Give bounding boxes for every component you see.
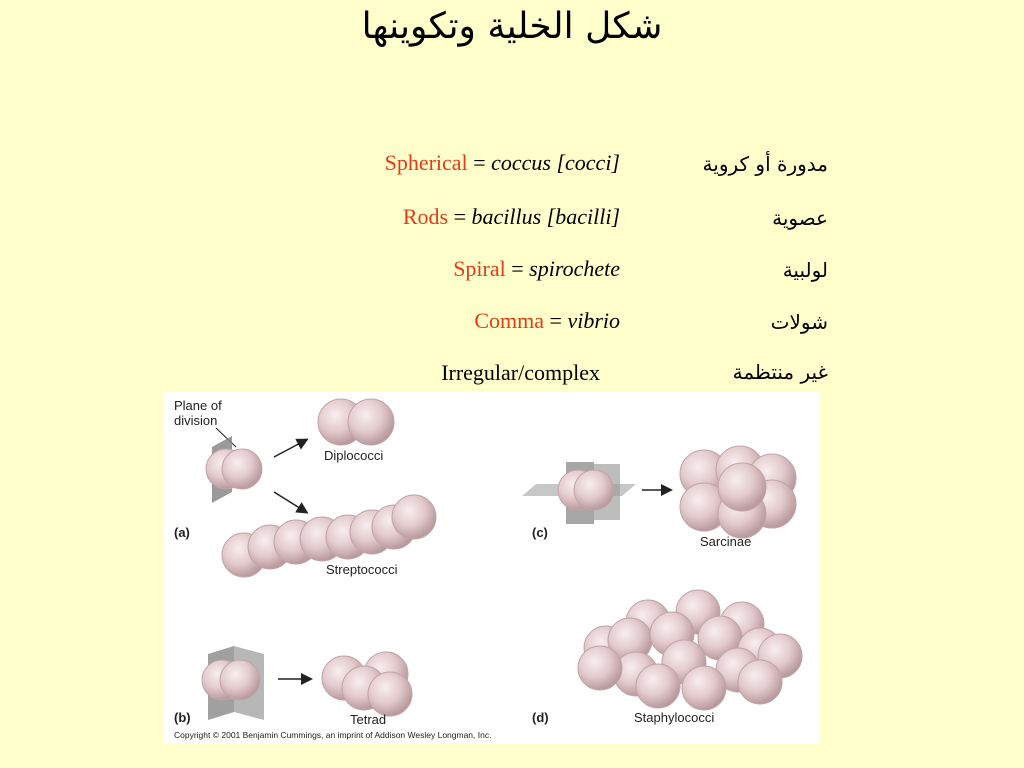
cell [348,399,394,445]
equals-sign: = [448,204,472,229]
panel-d-label: (d) [532,710,549,725]
row-spiral [453,256,620,282]
label-diplococci: Diplococci [324,448,384,463]
staphylococci-cluster [578,590,802,710]
copyright-notice: Copyright © 2001 Benjamin Cummings, an imprint of Addison Wesley Longman, Inc. [174,730,492,740]
label-tetrad: Tetrad [350,712,387,727]
arabic-rods: عصوية [772,206,828,230]
latin-bacillus: bacillus [bacilli] [471,204,620,229]
panel-c-label: (c) [532,525,548,540]
arabic-irregular: غير منتظمة [732,360,828,384]
cell-arrangement-figure [164,392,820,744]
arrow-to-streptococci [274,492,306,512]
arabic-spherical: مدورة أو كروية [702,152,828,176]
arrangement-diagram [164,392,820,744]
term-spherical: Spherical [384,150,468,175]
equals-sign: = [544,308,568,333]
row-spherical [385,150,620,176]
equals-sign: = [467,150,492,175]
row-irregular [441,360,600,386]
label-sarcinae: Sarcinae [700,534,752,549]
plain-irregular: Irregular/complex [441,360,600,385]
sarcinae-cluster [680,446,796,538]
panel-b-label: (b) [174,710,191,725]
label-streptococci: Streptococci [326,562,398,577]
slide-title: شكل الخلية وتكوينها [361,6,663,47]
arrow-to-diplococci [274,440,306,457]
cell [574,470,614,510]
latin-coccus: coccus [cocci] [491,150,620,175]
term-comma: Comma [474,308,545,333]
term-spiral: Spiral [453,256,506,281]
plane-label-line2: division [174,413,218,428]
label-staphylococci: Staphylococci [634,710,715,725]
tetrad-cluster [322,652,412,716]
arabic-spiral: لولبية [782,258,828,282]
term-rods: Rods [402,204,449,229]
plane-label-line1: Plane of [174,398,222,413]
cell [220,660,260,700]
equals-sign: = [505,256,530,281]
row-comma [474,308,620,334]
cell [222,449,262,489]
panel-a-label: (a) [174,525,190,540]
latin-vibrio: vibrio [567,308,620,333]
latin-spirochete: spirochete [529,256,620,281]
row-rods [403,204,620,230]
arabic-comma: شولات [770,310,828,334]
